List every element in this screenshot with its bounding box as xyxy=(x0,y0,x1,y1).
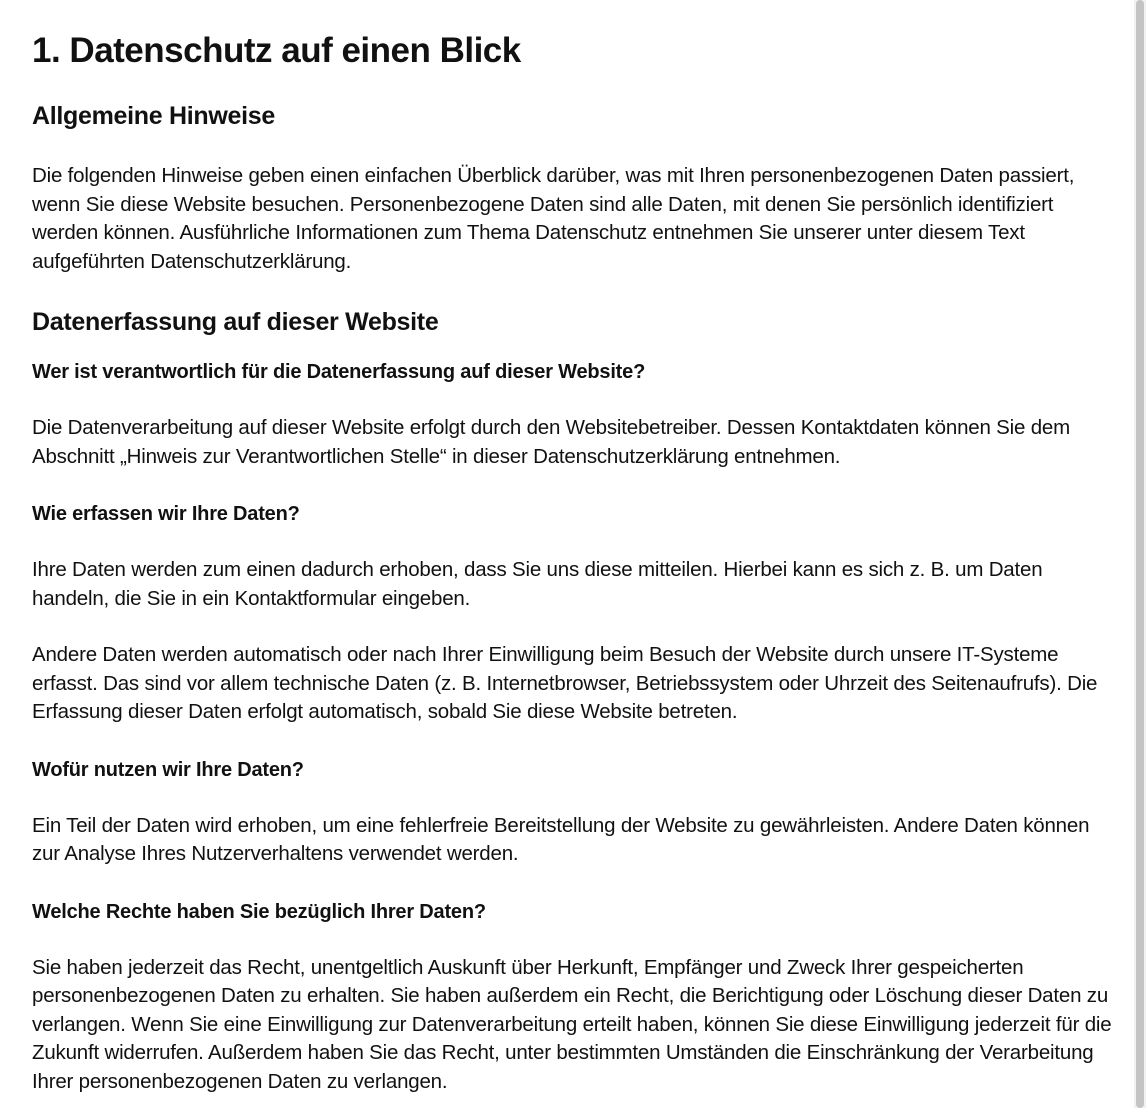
question-purpose: Wofür nutzen wir Ihre Daten? xyxy=(32,758,304,781)
page-title: 1. Datenschutz auf einen Blick xyxy=(32,31,521,70)
answer-purpose: Ein Teil der Daten wird erhoben, um eine fehlerfreie Bereitstellung der Website zu gewährleisten. Andere Daten können zur Analyse Ihres Nutzerverhaltens verwendet werden. xyxy=(32,813,1090,865)
section-heading-general: Allgemeine Hinweise xyxy=(32,102,275,130)
section-heading-data-collection: Datenerfassung auf dieser Website xyxy=(32,308,439,336)
question-responsible: Wer ist verantwortlich für die Datenerfassung auf dieser Website? xyxy=(32,361,646,383)
answer-rights: Sie haben jederzeit das Recht, unentgeltlich Auskunft über Herkunft, Empfänger und Zweck Ihrer gespeicherten personenbezogenen Daten zu erhalten. Sie haben außerdem ein Recht, die Berichtigung oder Löschung dieser Daten zu verlangen. Wenn Sie eine Einwilligung zur Datenverarbeitung erteilt haben, können Sie diese Einwilligung jederzeit für die Zukunft widerrufen. Außerdem haben Sie das Recht, unter bestimmten Umständen die Einschränkung der Verarbeitung Ihrer personenbezogenen Daten zu verlangen. xyxy=(32,955,1112,1093)
answer-how-collected-1: Ihre Daten werden zum einen dadurch erhoben, dass Sie uns diese mitteilen. Hierbei kann es sich z. B. um Daten handeln, die Sie in ein Kontaktformular eingeben. xyxy=(32,558,1043,610)
general-paragraph: Die folgenden Hinweise geben einen einfachen Überblick darüber, was mit Ihren personenbezogenen Daten passiert, wenn Sie diese Website besuchen. Personenbezogene Daten sind alle Daten, mit denen Sie persönlich identifiziert werden können. Ausführliche Informationen zum Thema Datenschutz entnehmen Sie unserer unter diesem Text aufgeführten Datenschutzerklärung. xyxy=(32,164,1075,273)
scrollbar-thumb[interactable] xyxy=(1136,0,1144,1108)
question-rights: Welche Rechte haben Sie bezüglich Ihrer Daten? xyxy=(32,900,486,923)
question-how-collected: Wie erfassen wir Ihre Daten? xyxy=(32,503,300,525)
answer-how-collected-2: Andere Daten werden automatisch oder nach Ihrer Einwilligung beim Besuch der Website durch unsere IT-Systeme erfasst. Das sind vor allem technische Daten (z. B. Internetbrowser, Betriebssystem oder Uhrzeit des Seitenaufrufs). Die Erfassung dieser Daten erfolgt automatisch, sobald Sie diese Website betreten. xyxy=(32,643,1098,723)
answer-responsible: Die Datenverarbeitung auf dieser Website erfolgt durch den Websitebetreiber. Dessen Kontaktdaten können Sie dem Abschnitt „Hinweis zur Verantwortlichen Stelle“ in dieser Datenschutzerklärung entnehmen. xyxy=(32,416,1070,468)
privacy-policy-content xyxy=(32,0,1114,1096)
vertical-scrollbar[interactable] xyxy=(1134,0,1146,1108)
